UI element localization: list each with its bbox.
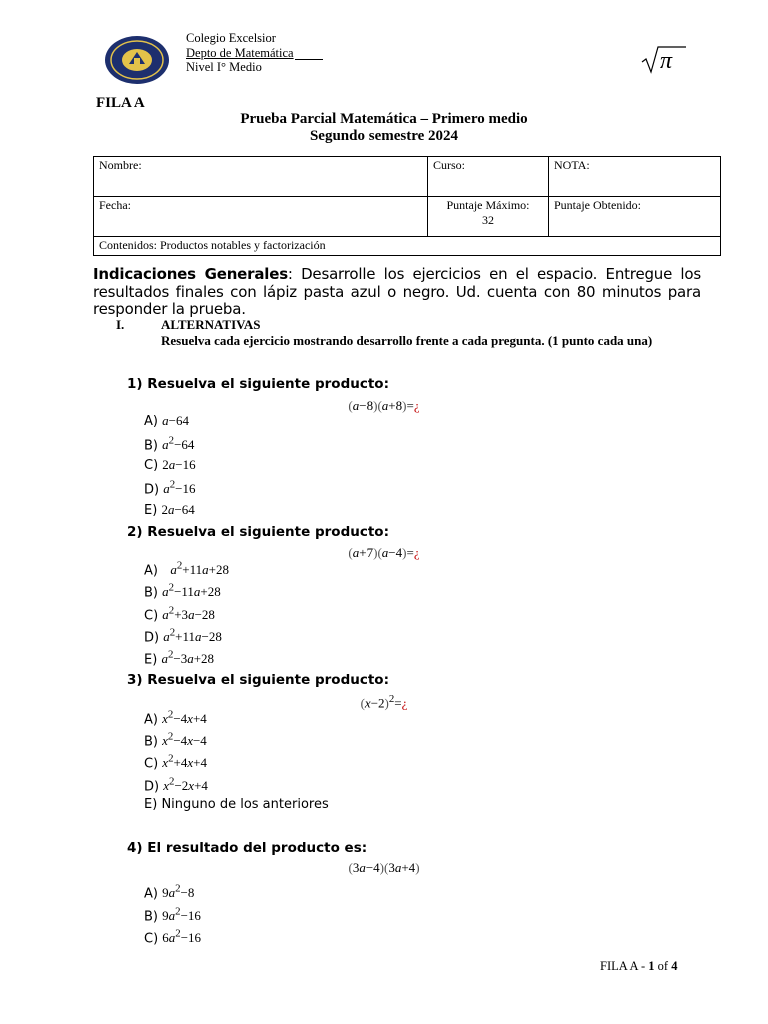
instructions-text: : Desarrolle los ejercicios en el espacio. Entregue los resultados finales con lápiz pasta azul o negro. Ud. cuenta con 80 minutos para responder la prueba.: [93, 265, 701, 318]
section-instructions: Resuelva cada ejercicio mostrando desarrollo frente a cada pregunta. (1 punto cada una): [161, 333, 653, 348]
exam-title: Prueba Parcial Matemática – Primero medio: [240, 111, 528, 127]
sqrt-pi-icon: [640, 44, 688, 76]
curso-cell[interactable]: [428, 157, 549, 197]
fila-label: FILA A: [96, 95, 145, 111]
nota-cell[interactable]: [549, 157, 721, 197]
q2-option-a[interactable]: A) $a^2+11a+28$: [144, 560, 229, 579]
department: Depto de Matemática: [186, 45, 294, 60]
q3-option-d[interactable]: D) $x^2-2x+4$: [144, 776, 208, 795]
page-footer: [600, 959, 677, 974]
section-title: ALTERNATIVAS: [161, 317, 261, 332]
nombre-cell[interactable]: [94, 157, 428, 197]
department-underline: [295, 47, 323, 60]
student-info-table: [93, 156, 721, 256]
fecha-cell[interactable]: [94, 197, 428, 237]
q2-option-c[interactable]: C) $a^2+3a-28$: [144, 605, 215, 624]
q1-option-e[interactable]: E) 2a−64: [144, 502, 195, 518]
puntaje-obtenido-cell[interactable]: [549, 197, 721, 237]
q4-option-a[interactable]: A) $9a^2-8$: [144, 883, 195, 902]
puntaje-maximo-label: Puntaje Máximo:: [446, 198, 530, 212]
footer-label: FILA A -: [600, 959, 646, 973]
school-logo: [104, 35, 170, 85]
q3-option-a[interactable]: A) $x^2-4x+4$: [144, 709, 207, 728]
general-instructions: [93, 266, 701, 319]
school-name: Colegio Excelsior: [186, 31, 276, 45]
puntaje-maximo-value: 32: [482, 213, 494, 227]
q2-option-d[interactable]: D) $a^2+11a-28$: [144, 627, 222, 646]
fecha-label: Fecha:: [99, 198, 131, 212]
q4-option-c[interactable]: C) $6a^2-16$: [144, 928, 202, 947]
footer-of: of: [657, 959, 669, 973]
q3-option-e-text: Ninguno de los anteriores: [161, 797, 329, 812]
q2-option-b[interactable]: B) $a^2-11a+28$: [144, 582, 221, 601]
footer-total-pages: 4: [671, 959, 678, 973]
question-1-prompt: 1) Resuelva el siguiente producto:: [127, 376, 389, 392]
nota-label: NOTA:: [554, 158, 590, 172]
footer-page-number: 1: [648, 959, 655, 973]
question-4-prompt: 4) El resultado del producto es:: [127, 840, 368, 856]
nombre-label: Nombre:: [99, 158, 142, 172]
instructions-label: Indicaciones Generales: [93, 265, 288, 283]
pi-symbol: π: [660, 48, 673, 74]
q1-option-d[interactable]: D) $a^2-16$: [144, 479, 196, 498]
exam-subtitle: Segundo semestre 2024: [309, 128, 459, 144]
contenidos-cell: [94, 237, 721, 256]
q1-option-c[interactable]: C) 2a−16: [144, 457, 196, 473]
question-2-expression: (a+7)(a−4)=¿: [348, 545, 420, 560]
contenidos-label: Contenidos: Productos notables y factorización: [99, 238, 326, 252]
question-2-prompt: 2) Resuelva el siguiente producto:: [127, 524, 389, 540]
q1-option-a[interactable]: A) a−64: [144, 413, 189, 429]
curso-label: Curso:: [433, 158, 466, 172]
level: Nivel I° Medio: [186, 60, 262, 74]
section-number: I.: [116, 317, 125, 332]
question-3-prompt: 3) Resuelva el siguiente producto:: [127, 672, 389, 688]
q3-option-e[interactable]: E) Ninguno de los anteriores: [144, 797, 329, 812]
question-3-expression: $(x-2)^2=¿$: [360, 693, 408, 711]
question-1-expression: (a−8)(a+8)=¿: [348, 398, 420, 413]
question-4-expression: (3a−4)(3a+4): [348, 860, 420, 875]
puntaje-obtenido-label: Puntaje Obtenido:: [554, 198, 641, 212]
q1-option-b[interactable]: B) $a^2-64$: [144, 435, 195, 454]
q2-option-e[interactable]: E) $a^2-3a+28$: [144, 649, 215, 668]
q4-option-b[interactable]: B) $9a^2-16$: [144, 906, 201, 925]
school-header: [186, 31, 323, 75]
q3-option-b[interactable]: B) $x^2-4x-4$: [144, 731, 207, 750]
q3-option-c[interactable]: C) $x^2+4x+4$: [144, 753, 207, 772]
puntaje-maximo-cell: [428, 197, 549, 237]
